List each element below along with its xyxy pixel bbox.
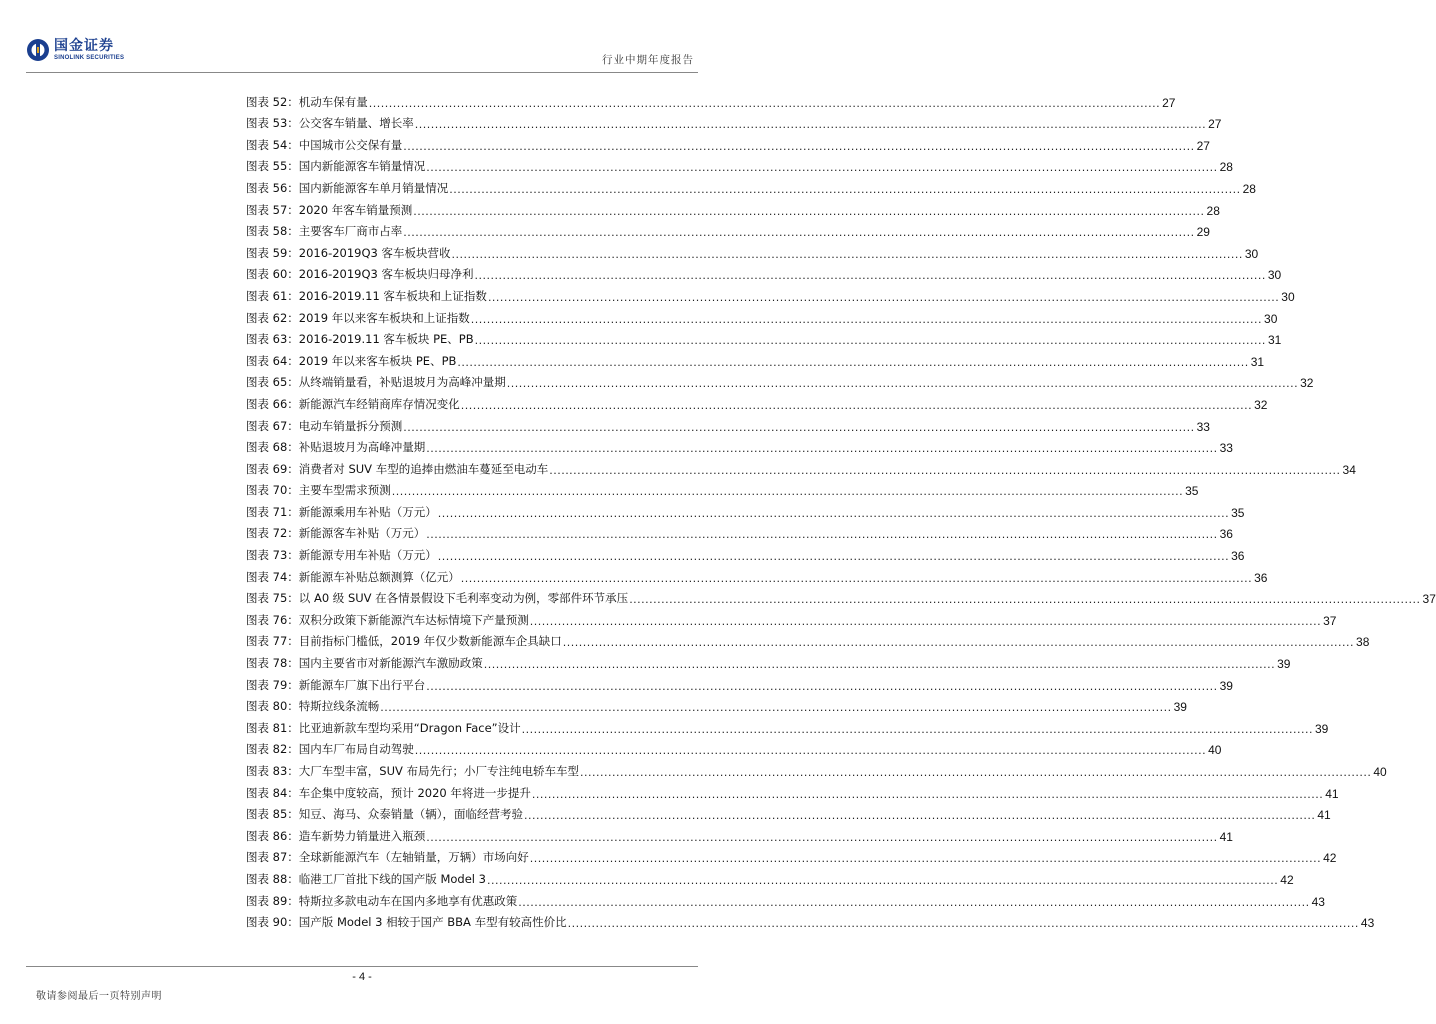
toc-entry-page: 30 <box>1244 246 1259 261</box>
toc-dot-leader <box>524 809 1315 822</box>
logo-english-name: SINOLINK SECURITIES <box>54 55 125 61</box>
toc-entry-page: 36 <box>1219 527 1233 542</box>
toc-entry[interactable] <box>246 757 1387 779</box>
toc-dot-leader <box>475 334 1266 347</box>
toc-dot-leader <box>522 723 1313 736</box>
toc-entry-title: 知豆、海马、众泰销量（辆），面临经营考验 <box>298 807 524 822</box>
toc-dot-leader <box>475 269 1266 282</box>
toc-entry-title: 新能源乘用车补贴（万元） <box>298 504 437 519</box>
toc-entry[interactable] <box>246 693 1187 715</box>
toc-dot-leader <box>471 313 1262 326</box>
logo-emblem-icon <box>26 38 50 62</box>
toc-entry-title: 2016-2019Q3 客车板块归母净利 <box>298 267 474 282</box>
toc-dot-leader <box>530 615 1321 628</box>
toc-entry[interactable] <box>246 865 1294 887</box>
toc-entry-page: 30 <box>1264 311 1278 326</box>
toc-entry-page: 39 <box>1314 721 1329 736</box>
toc-entry-page: 32 <box>1300 376 1314 391</box>
toc-entry-label: 图表 86： <box>246 828 299 843</box>
toc-dot-leader <box>452 248 1243 261</box>
page-header <box>26 38 698 72</box>
toc-entry-label: 图表 74： <box>246 569 299 584</box>
toc-dot-leader <box>415 118 1206 131</box>
toc-entry-page: 35 <box>1231 505 1245 520</box>
toc-entry[interactable] <box>246 282 1295 304</box>
toc-entry-label: 图表 71： <box>246 504 299 519</box>
toc-dot-leader <box>426 161 1217 174</box>
toc-dot-leader <box>461 399 1252 412</box>
toc-entry-title: 电动车销量拆分预测 <box>298 418 403 433</box>
toc-dot-leader <box>403 140 1194 153</box>
toc-entry[interactable] <box>246 606 1337 628</box>
toc-entry[interactable] <box>246 304 1278 326</box>
toc-entry-page: 33 <box>1196 419 1210 434</box>
toc-entry-page: 32 <box>1254 397 1268 412</box>
toc-entry-page: 28 <box>1242 181 1256 196</box>
toc-dot-leader <box>403 421 1194 434</box>
toc-entry[interactable] <box>246 110 1222 132</box>
toc-entry-page: 37 <box>1422 592 1436 607</box>
toc-entry-page: 34 <box>1342 462 1356 477</box>
toc-entry-label: 图表 63： <box>246 332 299 347</box>
toc-dot-leader <box>484 658 1275 671</box>
toc-dot-leader <box>568 917 1359 930</box>
toc-entry-title: 从终端销量看，补贴退坡月为高峰冲量期 <box>298 375 506 390</box>
toc-dot-leader <box>426 528 1217 541</box>
toc-entry-label: 图表 52： <box>246 94 299 109</box>
toc-entry-page: 28 <box>1206 203 1220 218</box>
toc-entry-title: 国内主要省市对新能源汽车激励政策 <box>298 656 483 671</box>
toc-entry[interactable] <box>246 153 1233 175</box>
toc-entry-title: 临港工厂首批下线的国产版 Model 3 <box>298 871 486 886</box>
toc-entry[interactable] <box>246 779 1339 801</box>
toc-entry[interactable] <box>246 585 1436 607</box>
toc-entry-page: 40 <box>1208 743 1222 758</box>
toc-dot-leader <box>549 464 1340 477</box>
toc-entry-page: 42 <box>1323 851 1337 866</box>
toc-entry[interactable] <box>246 628 1370 650</box>
toc-entry-label: 图表 59： <box>246 245 299 260</box>
toc-entry-label: 图表 56： <box>246 180 299 195</box>
toc-entry-page: 36 <box>1231 549 1245 564</box>
toc-entry-title: 补贴退坡月为高峰冲量期 <box>298 440 426 455</box>
toc-entry[interactable] <box>246 196 1220 218</box>
page-number: - 4 - <box>352 971 372 983</box>
toc-entry-page: 43 <box>1311 894 1325 909</box>
toc-entry[interactable] <box>246 844 1337 866</box>
toc-entry-title: 特斯拉线条流畅 <box>298 699 380 714</box>
toc-entry[interactable] <box>246 649 1291 672</box>
toc-dot-leader <box>426 442 1217 455</box>
toc-entry-label: 图表 80： <box>246 699 299 714</box>
toc-entry-title: 双积分政策下新能源汽车达标情境下产量预测 <box>298 612 529 627</box>
toc-entry-label: 图表 65： <box>246 375 299 390</box>
toc-entry-label: 图表 75： <box>246 591 299 606</box>
toc-entry-label: 图表 55： <box>246 159 299 174</box>
toc-entry-label: 图表 58： <box>246 224 299 239</box>
toc-entry-page: 31 <box>1267 333 1282 348</box>
toc-entry-label: 图表 73： <box>246 548 299 563</box>
toc-entry[interactable] <box>246 563 1268 585</box>
toc-entry-label: 图表 69： <box>246 461 299 476</box>
toc-dot-leader <box>415 744 1206 757</box>
toc-entry-label: 图表 79： <box>246 677 299 692</box>
toc-entry-label: 图表 54： <box>246 137 299 152</box>
toc-dot-leader <box>457 356 1248 369</box>
toc-entry-page: 42 <box>1280 872 1294 887</box>
footer-disclaimer: 敬请参阅最后一页特别声明 <box>36 991 162 1002</box>
toc-entry-label: 图表 82： <box>246 742 299 757</box>
toc-dot-leader <box>449 183 1240 196</box>
toc-entry[interactable] <box>246 434 1233 456</box>
toc-entry-page: 43 <box>1360 916 1375 931</box>
toc-entry-label: 图表 76： <box>246 612 299 627</box>
toc-entry-title: 造车新势力销量进入瓶颈 <box>298 828 426 843</box>
toc-entry-label: 图表 72： <box>246 526 299 541</box>
toc-dot-leader <box>403 226 1194 239</box>
toc-entry-page: 38 <box>1356 635 1370 650</box>
toc-entry-title: 车企集中度较高，预计 2020 年将进一步提升 <box>298 785 531 800</box>
toc-entry-label: 图表 53： <box>246 116 299 131</box>
toc-entry[interactable] <box>246 455 1356 477</box>
toc-entry-title: 新能源专用车补贴（万元） <box>298 548 437 563</box>
toc-entry-title: 机动车保有量 <box>298 94 368 109</box>
toc-entry[interactable] <box>246 218 1210 240</box>
toc-dot-leader <box>369 97 1160 110</box>
toc-dot-leader <box>487 874 1278 887</box>
toc-entry[interactable] <box>246 671 1233 693</box>
toc-dot-leader <box>392 485 1183 498</box>
toc-dot-leader <box>580 766 1371 779</box>
toc-entry[interactable] <box>246 477 1199 499</box>
toc-dot-leader <box>563 636 1354 649</box>
toc-dot-leader <box>426 680 1217 693</box>
toc-entry-title: 新能源车厂旗下出行平台 <box>298 677 426 692</box>
toc-entry-title: 2019 年以来客车板块 PE、PB <box>298 353 457 368</box>
toc-dot-leader <box>461 572 1252 585</box>
toc-entry-label: 图表 62： <box>246 310 299 325</box>
toc-dot-leader <box>380 701 1171 714</box>
toc-dot-leader <box>507 377 1298 390</box>
logo-chinese-name: 国金证券 <box>54 38 114 54</box>
toc-entry-label: 图表 88： <box>246 871 299 886</box>
toc-entry-page: 27 <box>1162 95 1176 110</box>
toc-entry-label: 图表 60： <box>246 267 299 282</box>
toc-entry-page: 39 <box>1277 657 1291 672</box>
toc-entry-title: 大厂车型丰富，SUV 布局先行；小厂专注纯电轿车车型 <box>298 764 580 778</box>
toc-entry[interactable] <box>246 131 1210 153</box>
toc-entry-page: 36 <box>1254 570 1268 585</box>
toc-dot-leader <box>488 291 1279 304</box>
toc-entry-page: 40 <box>1373 765 1387 779</box>
toc-dot-leader <box>532 788 1323 801</box>
footer-divider <box>26 966 698 967</box>
toc-entry[interactable] <box>246 498 1245 520</box>
toc-entry[interactable] <box>246 326 1282 348</box>
toc-entry[interactable] <box>246 909 1375 931</box>
toc-entry-title: 国内新能源客车单月销量情况 <box>298 180 449 195</box>
toc-entry[interactable] <box>246 822 1233 844</box>
toc-entry-label: 图表 61： <box>246 288 299 303</box>
toc-entry-title: 公交客车销量、增长率 <box>298 116 414 131</box>
toc-entry-title: 2016-2019.11 客车板块和上证指数 <box>298 288 487 303</box>
toc-entry[interactable] <box>246 369 1314 391</box>
toc-entry-label: 图表 57： <box>246 202 299 217</box>
toc-dot-leader <box>438 507 1229 520</box>
toc-entry[interactable] <box>246 541 1245 564</box>
toc-entry-page: 27 <box>1208 117 1222 132</box>
toc-entry-title: 消费者对 SUV 车型的追捧由燃油车蔓延至电动车 <box>298 461 549 476</box>
toc-entry[interactable] <box>246 390 1268 412</box>
toc-entry-page: 30 <box>1267 268 1282 283</box>
toc-entry-title: 全球新能源汽车（左轴销量，万辆）市场向好 <box>298 850 529 865</box>
toc-entry[interactable] <box>246 412 1210 434</box>
toc-entry-title: 2020 年客车销量预测 <box>298 202 413 217</box>
toc-entry-label: 图表 81： <box>246 720 299 735</box>
toc-entry-title: 主要客车厂商市占率 <box>298 224 403 239</box>
toc-entry-label: 图表 83： <box>246 764 299 778</box>
toc-dot-leader <box>518 896 1309 909</box>
toc-entry-label: 图表 84： <box>246 785 299 800</box>
toc-entry-title: 特斯拉多款电动车在国内多地享有优惠政策 <box>298 893 518 908</box>
toc-entry-label: 图表 78： <box>246 656 299 671</box>
toc-entry[interactable] <box>246 261 1282 283</box>
toc-entry-page: 33 <box>1219 441 1233 456</box>
toc-entry-label: 图表 87： <box>246 850 299 865</box>
toc-entry[interactable] <box>246 174 1256 196</box>
toc-entry-title: 新能源汽车经销商库存情况变化 <box>298 396 460 411</box>
toc-entry-label: 图表 85： <box>246 807 299 822</box>
toc-entry-label: 图表 70： <box>246 483 299 498</box>
toc-entry-title: 2016-2019Q3 客车板块营收 <box>298 245 451 260</box>
toc-dot-leader <box>438 550 1229 563</box>
toc-dot-leader <box>413 205 1204 218</box>
toc-entry[interactable] <box>246 239 1259 261</box>
toc-entry-title: 新能源客车补贴（万元） <box>298 526 426 541</box>
toc-entry-page: 27 <box>1196 138 1210 153</box>
toc-entry-page: 30 <box>1281 289 1295 304</box>
toc-entry-page: 41 <box>1219 829 1233 844</box>
toc-entry-page: 41 <box>1317 808 1331 823</box>
toc-entry-title: 比亚迪新款车型均采用“Dragon Face”设计 <box>298 720 521 735</box>
toc-entry-title: 以 A0 级 SUV 在各情景假设下毛利率变动为例，零部件环节承压 <box>298 591 629 606</box>
toc-entry[interactable] <box>246 714 1329 736</box>
toc-entry-title: 国内新能源客车销量情况 <box>298 159 426 174</box>
toc-dot-leader <box>629 593 1420 606</box>
toc-entry-title: 国内车厂布局自动驾驶 <box>298 742 414 757</box>
toc-entry-label: 图表 68： <box>246 440 299 455</box>
toc-entry-label: 图表 89： <box>246 893 299 908</box>
toc-entry-title: 2019 年以来客车板块和上证指数 <box>298 310 470 325</box>
toc-dot-leader <box>530 852 1321 865</box>
toc-entry-label: 图表 90： <box>246 915 299 930</box>
toc-entry-label: 图表 66： <box>246 396 299 411</box>
toc-entry-label: 图表 67： <box>246 418 299 433</box>
toc-entry[interactable] <box>246 347 1265 369</box>
header-divider <box>26 72 698 73</box>
toc-entry-page: 39 <box>1219 678 1233 693</box>
company-logo <box>26 38 124 62</box>
toc-entry-title: 目前指标门槛低，2019 年仅少数新能源车企具缺口 <box>298 634 562 649</box>
toc-entry-label: 图表 64： <box>246 353 299 368</box>
toc-entry-page: 29 <box>1196 225 1210 240</box>
toc-entry[interactable] <box>246 887 1325 909</box>
toc-entry-page: 41 <box>1325 786 1339 801</box>
toc-entry-page: 39 <box>1173 700 1187 715</box>
toc-entry-title: 主要车型需求预测 <box>298 483 391 498</box>
toc-entry-title: 中国城市公交保有量 <box>298 137 403 152</box>
toc-entry-title: 新能源车补贴总额测算（亿元） <box>298 569 460 584</box>
toc-dot-leader <box>426 831 1217 844</box>
table-of-figures <box>246 88 1436 931</box>
toc-entry-page: 31 <box>1250 354 1265 369</box>
toc-entry-page: 28 <box>1219 160 1233 175</box>
toc-entry-page: 37 <box>1323 613 1337 628</box>
toc-entry[interactable] <box>246 520 1233 542</box>
toc-entry[interactable] <box>246 736 1222 758</box>
toc-entry-label: 图表 77： <box>246 634 299 649</box>
toc-entry[interactable] <box>246 88 1176 110</box>
toc-entry-page: 35 <box>1185 484 1199 499</box>
toc-entry-title: 国产版 Model 3 相较于国产 BBA 车型有较高性价比 <box>298 915 567 930</box>
toc-entry-title: 2016-2019.11 客车板块 PE、PB <box>298 332 474 347</box>
report-type-title: 行业中期年度报告 <box>602 54 694 66</box>
toc-entry[interactable] <box>246 801 1331 823</box>
